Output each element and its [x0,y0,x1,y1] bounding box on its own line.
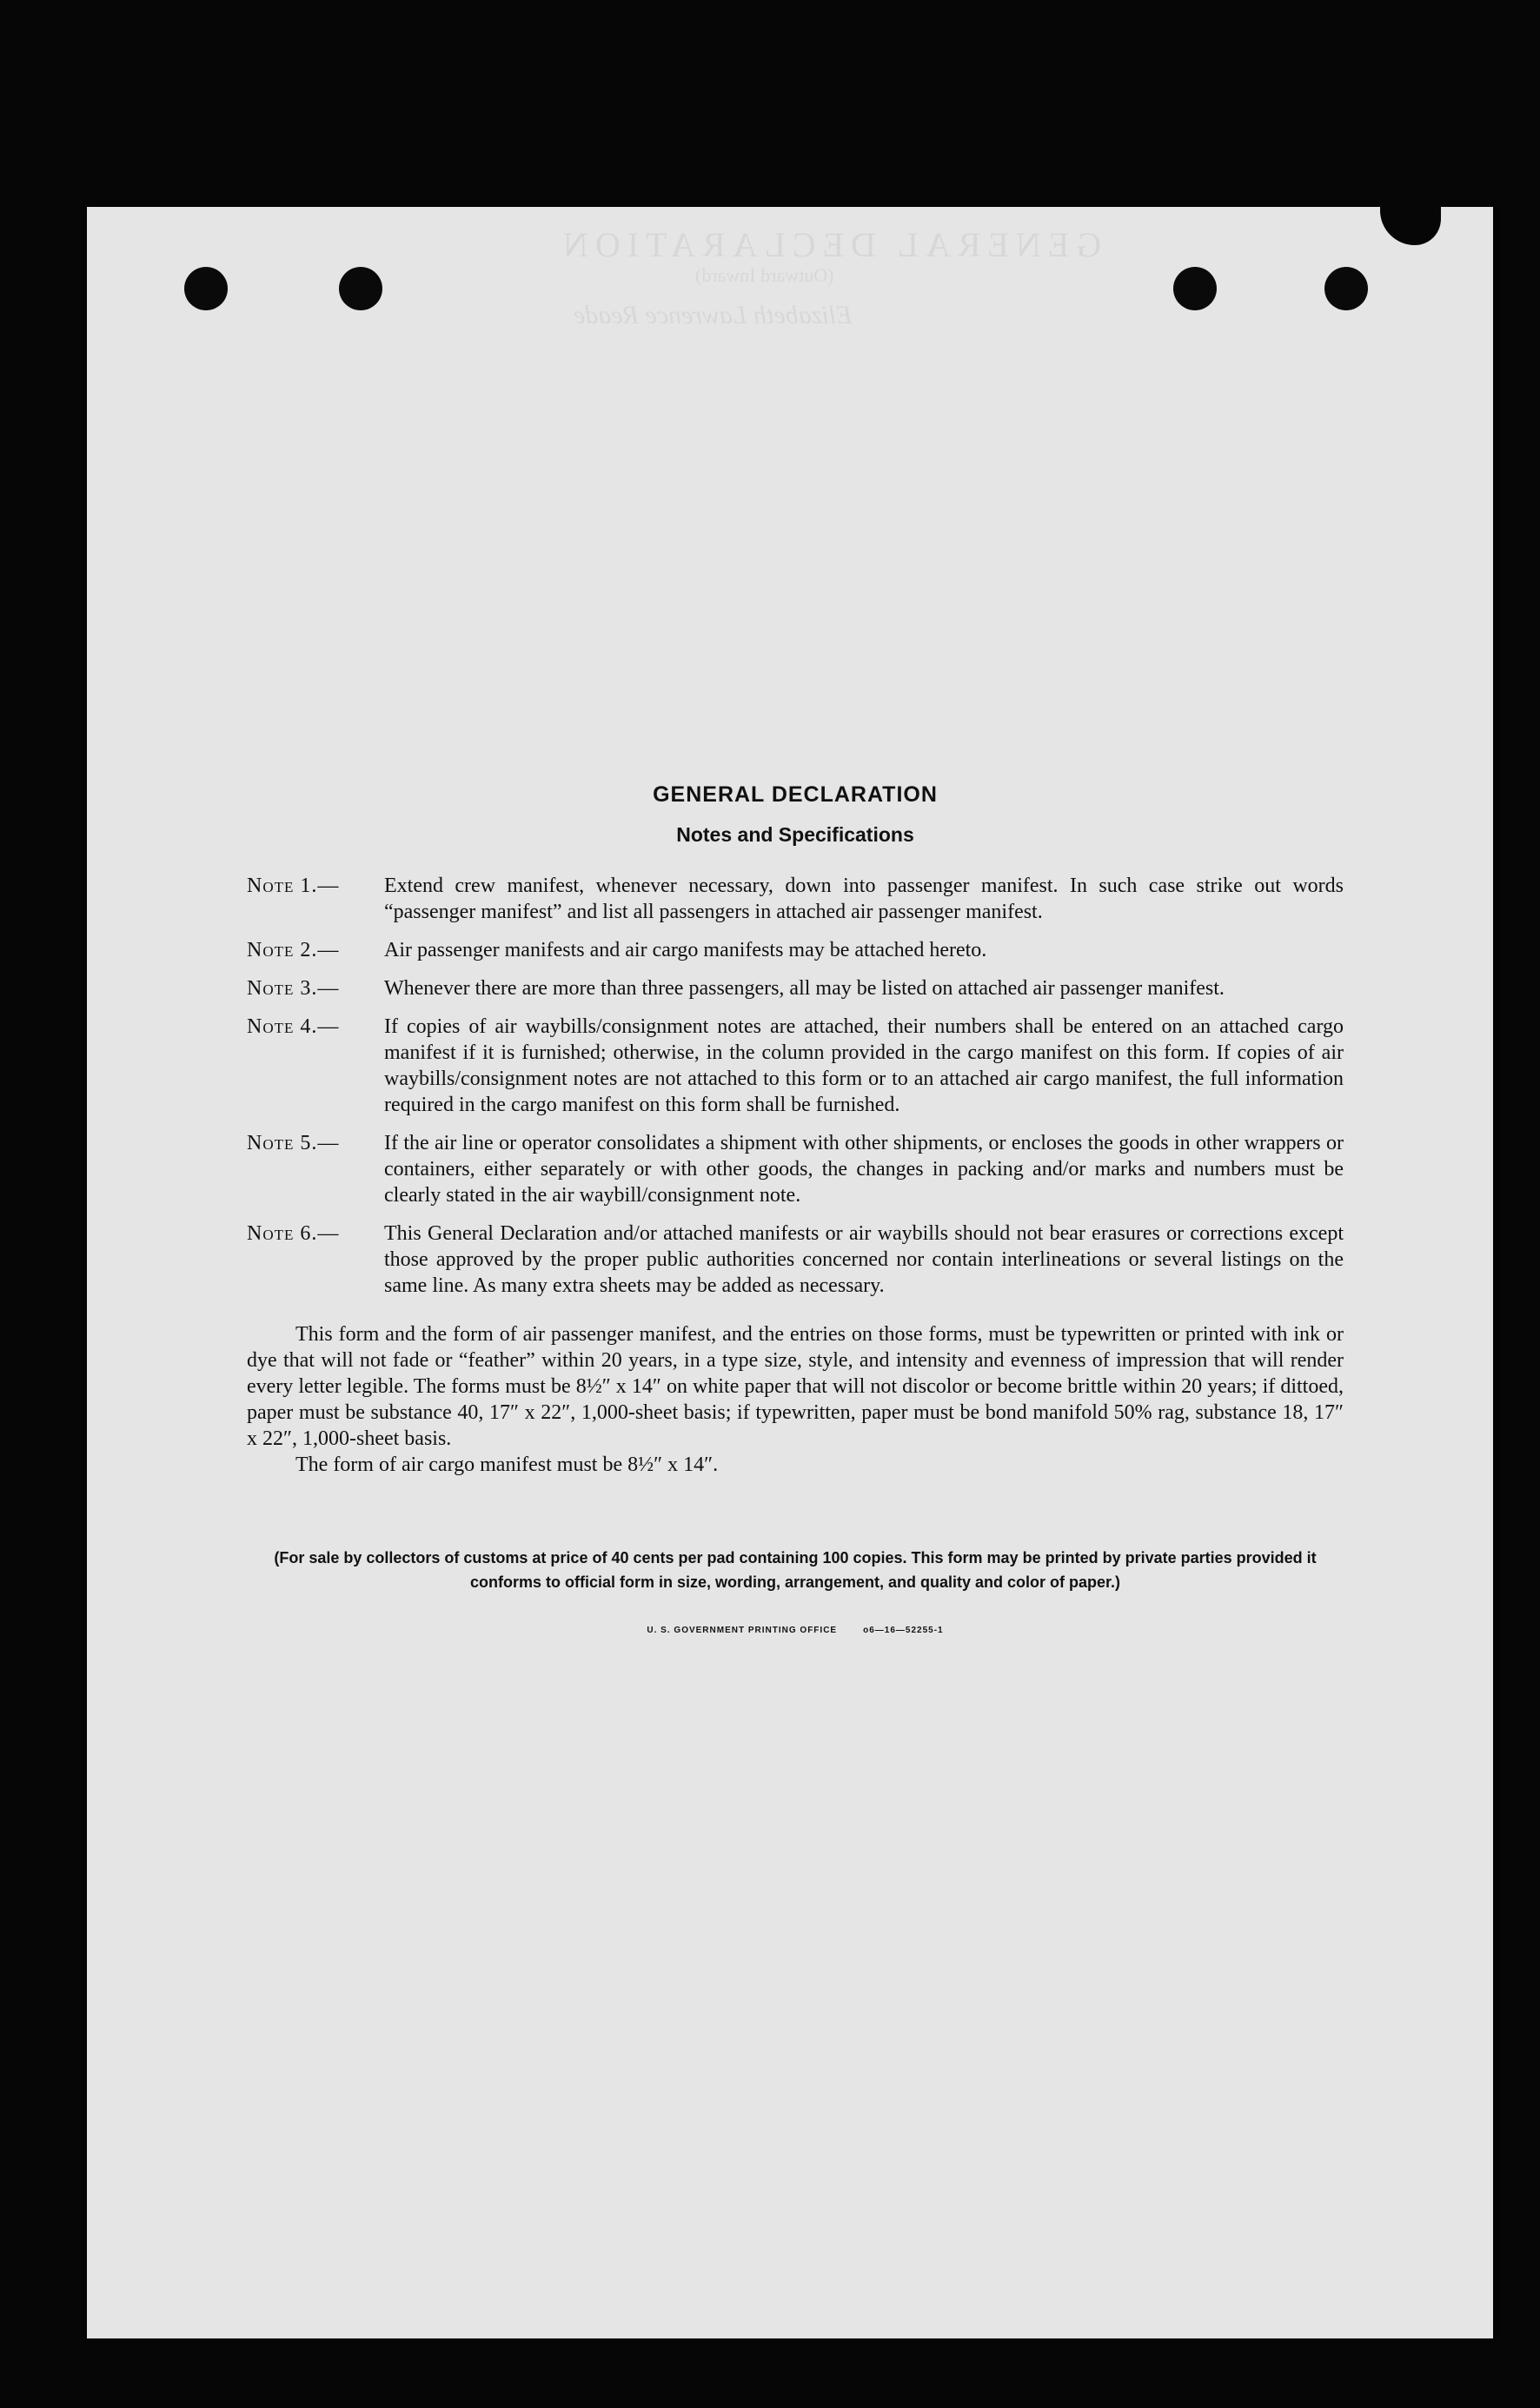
specification-paragraph: This form and the form of air passenger manifest, and the entries on those forms, must be typewritten or printed with ink or dye that will not fade or “feather” within 20 years, in a type size, style, and intensity and evenness of impression that will render every letter legible. The forms must be 8½″ x 14″ on white paper that will not discolor or become brittle within 20 years; if dittoed, paper must be substance 40, 17″ x 22″, 1,000-sheet basis; if typewritten, paper must be bond manifold 50% rag, substance 18, 17″ x 22″, 1,000-sheet basis. [247,1323,1344,1450]
note-text: Air passenger manifests and air cargo manifests may be attached hereto. [384,939,987,961]
bleed-through-handwriting: Elizabeth Lawrence Reade [574,301,853,329]
punch-hole-left-1 [184,267,228,310]
note-3 [247,975,1344,1001]
note-label: Note 6.— [247,1222,340,1245]
note-text: Extend crew manifest, whenever necessary, down into passenger manifest. In such case strike out words “passenger manifest” and list all passengers in attached air passenger manifest. [384,875,1344,923]
printing-office-name: U. S. GOVERNMENT PRINTING OFFICE [647,1626,838,1635]
note-6 [247,1221,1344,1299]
bleed-through-subheader: (Outward Inward) [695,264,834,286]
cargo-manifest-size-line: The form of air cargo manifest must be 8½″ x 14″. [295,1453,719,1476]
note-label: Note 1.— [247,875,340,897]
punch-hole-right-1 [1173,267,1217,310]
note-text: Whenever there are more than three passengers, all may be listed on attached air passenger manifest. [384,977,1225,1000]
printing-office-code: o6—16—52255-1 [863,1626,944,1635]
note-1 [247,873,1344,925]
punch-hole-right-2 [1324,267,1368,310]
note-2 [247,937,1344,963]
page-title: GENERAL DECLARATION [653,782,938,807]
punch-hole-left-2 [339,267,382,310]
page-subtitle: Notes and Specifications [676,823,914,846]
note-text: If the air line or operator consolidates a shipment with other shipments, or encloses the goods in other wrappers or containers, either separately or with other goods, the changes in packing and/or marks and numbers must be clearly stated in the air waybill/consignment note. [384,1132,1344,1207]
note-label: Note 2.— [247,939,340,961]
declaration-content [247,782,1344,1635]
note-label: Note 5.— [247,1132,340,1154]
note-5 [247,1130,1344,1208]
note-label: Note 3.— [247,977,340,1000]
note-4 [247,1014,1344,1118]
note-label: Note 4.— [247,1015,340,1038]
sale-notice: (For sale by collectors of customs at price of 40 cents per pad containing 100 copies. This form may be printed by private parties provided it conforms to official form in size, wording, arrangement, and quality and color of paper.) [274,1549,1317,1591]
bleed-through-header: GENERAL DECLARATION [556,225,1102,264]
printing-office-imprint [247,1626,1344,1635]
note-text: If copies of air waybills/consignment notes are attached, their numbers shall be entered on an attached cargo manifest if it is furnished; otherwise, in the column provided in the cargo manifest on this form. If copies of air waybills/consignment notes are not attached to this form or to an attached air cargo manifest, the full information required in the cargo manifest on this form shall be furnished. [384,1015,1344,1116]
note-text: This General Declaration and/or attached manifests or air waybills should not bear erasures or corrections except those approved by the proper public authorities concerned nor contain interlineations or several listings on the same line. As many extra sheets may be added as necessary. [384,1222,1344,1297]
